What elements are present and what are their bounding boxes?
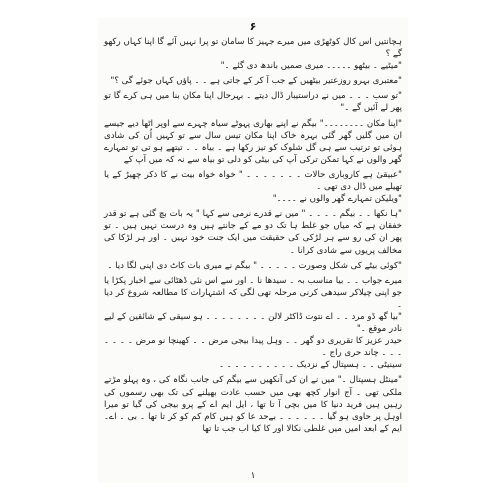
paragraph: "مینٹل ہسپتال ۔" میں نے ان کی آنکھیں سے بیگم کی جانب نگاہ کی ، وہ پہلو مڑتے ملکی تھی ۔ آج انوار کچھ بھی میں حسب عادت بھیلنے کی تک بھی رسموں کی رہیں ہیں فرید دنیا کا میں بچی آ تا تھا ، ایل ایم اے کے پرو بیجی کی گیا تو میرا اوہل پر حاوی ہو گیا ۔ ۔ ۔ ۔ ۔ ۔ بےحد عا کو ہیں کام کم کو کر تا تھا ۔ بی ۔ اے۔ ایم کے ابعد امیں میں غلطی نکالا اور کا کیا اب جب تا تھا [104, 375, 402, 434]
paragraph: ہچانتیں اس کال کوٹھڑی میں میرے جہیز کا سامان تو پرا نہیں آئے گا اپنا کہاں رکھو گے ؟ [104, 37, 402, 60]
paragraph: "میٹیے ۔ بیٹھو ۔۔۔۔۔ میری صمیں باندھ دی گئے ۔" [220, 61, 402, 72]
page-number: ۶ [249, 20, 257, 33]
paragraph: میرے جواب ۔ ۔ بیا مناسب بہ ۔ سیدھا نا ۔ اور سے اس نئی ڈھٹائی سے اخبار پکڑا یا جو اپنی چیلاکر سیدھی کرنی مرحلہ تھی لگی کہ اشتہارات کا مطالعہ شروع کر دیا ۔ [104, 275, 402, 310]
paragraph: "ویلیکن تمہارے گھر والوں نے ۔۔۔۔" [272, 194, 402, 205]
paragraph: "بیا گھ ڈو مرد ۔ ۔ اے نتوت ڈاکٹر لالن ۔ ۔ ۔ ۔ ۔ ۔ ۔ ۔ ہو سیقی کے شائقین کے لیے نادر موقع ۔" [104, 311, 402, 335]
paragraph: "عبیقیٰ ہے کاروباری حالات ۔ ۔ ۔ ۔ ۔ ۔ ۔ " خواہ خواہ بیت نے کا ذکر چھیڑ کے یا تھیلے میں ڈال دی تھی ۔ [104, 169, 402, 193]
book-page [98, 18, 408, 483]
paragraph: "تو سب ۔ ۔ ۔ میں نے دراستیبار ڈال دیتے ۔ بہرحال اپنا مکان بنا میں ہی کرے گا تو پھر لے آئیں گے ۔" [104, 91, 402, 114]
footer-mark: ۱ [250, 471, 256, 481]
page-text [104, 36, 402, 435]
paragraph: "معتبری بہرو روزعتیر بیٹھیں کے جب آ کر کے جاتی ہے ۔ ۔ پاؤں کہاں جوئے گی ؟" [110, 76, 402, 87]
paragraph: "کوئی بیٹے کی شکل وصورت ۔ ۔ ۔ ۔ ۔ " بیگم نے میری بات کاٹ دی اپنی لگا دیا ۔ [107, 260, 402, 271]
paragraph: حیدر عزیز کا تقریری دو گھر ۔ ۔ وہل پیدا بیجی مرض ۔ ۔ کھینچا نو مرض ۔ ۔ ۔ ۔ ۔ ۔ ۔ چاند حری راج ۔ [104, 336, 402, 359]
paragraph: "ہا نکھا ۔ ۔ بیگم ۔ ۔ ۔ ۔ " میں نے قدرے نرمی سے کہا " یہ بات بچ گئی ہے تو قدر خفقان ہے کہ میاں جو غلط ہا تک دو مے کے جانتے ہیں وہ درست نہیں ہیں ۔ تو پھر ان کی رو سے ہر لڑکی کی حقیقت میں ایک جنت خود نہیں ۔ اور ہر لڑکا کی مخالف پریوں سے شادی کرانا ۔ [104, 209, 402, 256]
paragraph: "اپنا مکان ۔۔۔۔۔۔۔۔" بیگم نے اپنے بھاری پہوٹے سیاہ چہرے سے اوپر اٹھا دیے جیسے ان میں گلیں گھر گئی بہرہ خاک اپنا مکان تیس سال سے تو کہیں اُن کی شادی ہوئی تو ترتیب سے ہی گل شلوک کو تیز رکھا ہے ۔ بیاہ ۔ ۔ تیتھے ہو تی تو تمہارے گھر والوں نے کہا تمکن ترکی آپ کی بیٹی کو دلی تو بیاہ سے نہ کہ میں آپ کے [104, 118, 402, 165]
paragraph: سینیٹی ۔ ۔ ہسپتال کے نزدیک ۔ ۔ ۔ ۔ ۔ ۔ ۔ ۔ ۔ ۔ [218, 360, 402, 371]
